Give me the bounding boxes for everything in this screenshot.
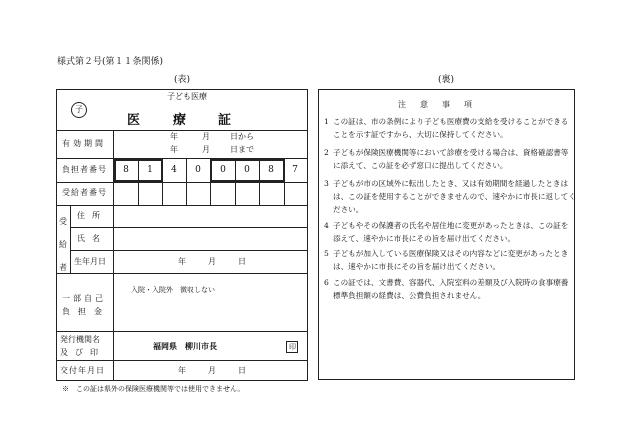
recipient-side-label: 受 給 者 xyxy=(59,217,67,272)
validity-to-year: 年 xyxy=(170,145,178,154)
issue-date-label: 交付年月日 xyxy=(60,366,105,375)
note-2: 2 子どもが保険医療機関等において診療を受ける場合は、資格確認書等 に添えて、この証を必ず窓口に提出してください。 xyxy=(324,148,569,170)
copay-label-line1: 一部自己 xyxy=(62,294,106,303)
issuer-label-line2: 及び印 xyxy=(60,348,105,357)
issuer-value: 福岡県 柳川市長 xyxy=(153,341,217,351)
issue-date-year: 年 xyxy=(178,366,186,375)
validity-from-year: 年 xyxy=(170,132,178,141)
front-label: (表) xyxy=(174,75,191,85)
name-label: 氏名 xyxy=(77,234,107,243)
validity-from-suffix: 日から xyxy=(230,132,254,141)
issuer-label-line1: 発行機関名 xyxy=(60,335,100,344)
insurer-label: 負担者番号 xyxy=(62,165,107,174)
insurer-digit-2: 1 xyxy=(147,165,153,175)
insurer-digit-1: 8 xyxy=(123,165,129,175)
footnote: ※ この証は県外の保険医療機関等では使用できません。 xyxy=(62,385,245,393)
copay-value: 入院・入院外 徴収しない xyxy=(131,286,215,294)
note-3: 3 子どもが市の区域外に転出したとき、又は有効期間を経過したときは は、この証を使用することができませんので、速やかに市長に返してく ださい。 xyxy=(324,179,576,214)
address-label: 住所 xyxy=(77,211,107,220)
form-number: 様式第２号(第１１条関係) xyxy=(57,57,164,67)
insurer-digit-4: 0 xyxy=(195,165,201,175)
issue-date-month: 月 xyxy=(208,366,216,375)
note-6: 6 この証では、文書費、容器代、入院室料の差額及び入院時の食事療養 標準負担額の経費は、公費負担されません。 xyxy=(324,278,569,300)
recipient-label: 受給者番号 xyxy=(62,188,107,197)
validity-from-month: 月 xyxy=(202,132,210,141)
birthdate-label: 生年月日 xyxy=(74,257,106,266)
birthdate-year: 年 xyxy=(178,257,186,266)
copay-label-line2: 負担金 xyxy=(62,307,110,316)
validity-to-suffix: 日まで xyxy=(230,145,254,154)
insurer-digit-8: 7 xyxy=(292,165,298,175)
validity-to-month: 月 xyxy=(202,145,210,154)
child-mark: 子 xyxy=(71,102,87,118)
note-5: 5 子どもが加入している医療保険又はその内容などに変更があったとき は、速やかに市長にその旨を届け出てください。 xyxy=(324,249,569,271)
issue-date-day: 日 xyxy=(238,366,246,375)
back-label: (裏) xyxy=(438,75,455,85)
validity-label: 有効期間 xyxy=(62,139,106,148)
note-4: 4 子どもやその保護者の氏名や居住地に変更があったときは、この証を 添えて、速やかに市長にその旨を届け出てください。 xyxy=(324,221,569,243)
birthdate-month: 月 xyxy=(208,257,216,266)
insurer-digit-3: 4 xyxy=(171,165,177,175)
header-caption: 子ども医療 xyxy=(167,92,207,101)
notes-title: 注 意 事 項 xyxy=(398,100,475,109)
insurer-digit-6: 0 xyxy=(244,165,250,175)
card-title-1: 医 xyxy=(127,113,141,128)
official-seal: 印 xyxy=(286,341,298,353)
card-title-3: 証 xyxy=(218,113,232,128)
note-1: 1 この証は、市の条例により子ども医療費の支給を受けることができる ことを示す証ですから、大切に保持してください。 xyxy=(324,117,569,139)
insurer-digit-7: 8 xyxy=(268,165,274,175)
birthdate-day: 日 xyxy=(238,257,246,266)
card-title-2: 療 xyxy=(173,113,187,128)
insurer-digit-5: 0 xyxy=(220,165,226,175)
